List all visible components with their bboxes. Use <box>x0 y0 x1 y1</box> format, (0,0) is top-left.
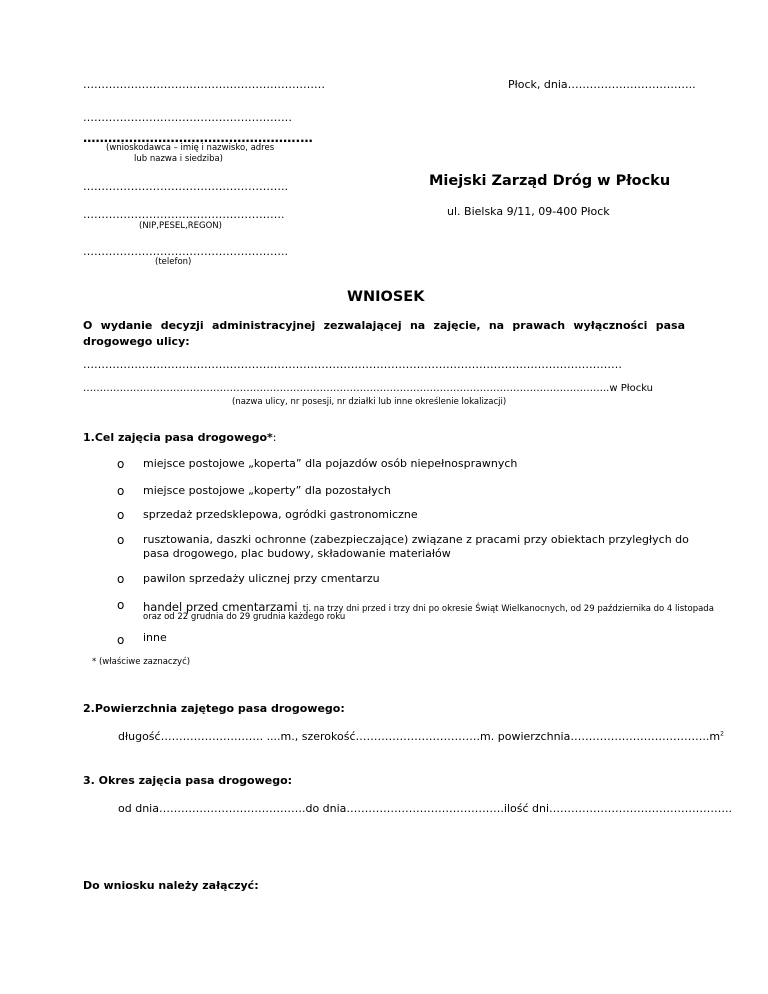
recipient-address: ul. Bielska 9/11, 09-400 Płock <box>447 205 610 218</box>
applicant-caption-2: lub nazwa i siedziba) <box>134 154 223 164</box>
dimensions-line[interactable] <box>118 730 724 743</box>
request-subject: O wydanie decyzji administracyjnej zezwalającej na zajęcie, na prawach wyłączności pasa drogowego ulicy: <box>83 319 685 348</box>
option-6-detail-2: oraz od 22 grudnia do 29 grudnia każdego roku <box>143 612 346 622</box>
section-1-title: 1.Cel zajęcia pasa drogowego* <box>83 431 273 444</box>
checkbox-option-5[interactable]: o <box>117 572 125 586</box>
date-field[interactable] <box>508 78 696 91</box>
date-dots: …………………………….. <box>567 78 696 91</box>
option-5-label: pawilon sprzedaży ulicznej przy cmentarzu <box>143 572 380 585</box>
checkbox-option-1[interactable]: o <box>117 457 125 471</box>
section-1-colon: : <box>272 431 277 444</box>
option-3-label: sprzedaż przedsklepowa, ogródki gastronomiczne <box>143 508 418 521</box>
section-2-heading: 2.Powierzchnia zajętego pasa drogowego: <box>83 702 345 715</box>
option-4-label-2: pasa drogowego, plac budowy, składowanie materiałów <box>143 547 451 560</box>
street-line-2[interactable]: …………………………………………………………………………………………………………………………………………..w Płocku <box>83 383 654 394</box>
phone-line[interactable]: ……………………………………………….. <box>83 245 288 258</box>
option-6-title: handel przed cmentarzami <box>143 600 298 614</box>
checkbox-option-2[interactable]: o <box>117 484 125 498</box>
option-4-label: rusztowania, daszki ochronne (zabezpieczające) związane z pracami przy obiektach przyległych do <box>143 533 689 546</box>
period-line[interactable]: od dnia………………………………….do dnia…………………………………….ilość dni………………………………………….. <box>118 802 733 815</box>
date-label: Płock, dnia <box>508 78 568 91</box>
section-1-heading <box>83 431 276 444</box>
applicant-caption: (wnioskodawca – imię i nazwisko, adres <box>106 143 275 153</box>
nip-line[interactable]: ………………………………………………. <box>83 208 285 221</box>
checkbox-option-6[interactable]: o <box>117 598 125 612</box>
attachments-heading: Do wniosku należy załączyć: <box>83 879 259 892</box>
checkbox-option-3[interactable]: o <box>117 508 125 522</box>
phone-caption: (telefon) <box>155 257 192 267</box>
nip-caption: (NIP,PESEL,REGON) <box>139 221 222 231</box>
section-3-heading: 3. Okres zajęcia pasa drogowego: <box>83 774 293 787</box>
applicant-address-line[interactable]: ………………………………………………… <box>83 111 292 124</box>
option-7-label: inne <box>143 631 167 644</box>
recipient-name: Miejski Zarząd Dróg w Płocku <box>429 173 671 189</box>
street-line-1[interactable]: ………………………………………………………………………………………………………………………………… <box>83 358 622 371</box>
checkbox-option-7[interactable]: o <box>117 633 125 647</box>
checkbox-option-4[interactable]: o <box>117 533 125 547</box>
footnote: * (właściwe zaznaczyć) <box>92 657 191 667</box>
option-6-detail: tj. na trzy dni przed i trzy dni po okresie Świąt Wielkanocnych, od 29 października do 4 listopada <box>302 604 714 614</box>
extra-line[interactable]: ……………………………………………….. <box>83 180 288 193</box>
option-1-label: miejsce postojowe „koperta” dla pojazdów osób niepełnosprawnych <box>143 457 518 470</box>
street-caption: (nazwa ulicy, nr posesji, nr działki lub inne określenie lokalizacji) <box>232 397 507 407</box>
option-2-label: miejsce postojowe „koperty” dla pozostałych <box>143 484 391 497</box>
squared-sup: 2 <box>720 730 724 738</box>
document-title: WNIOSEK <box>347 289 425 305</box>
applicant-address-line-2[interactable]: …………………………………………….… <box>83 130 313 145</box>
applicant-name-line[interactable]: ………………………………………………………… <box>83 78 325 91</box>
dimensions-text: długość………………………. ....m., szerokość…………………………….m. powierzchnia………………………………..m <box>118 730 721 743</box>
